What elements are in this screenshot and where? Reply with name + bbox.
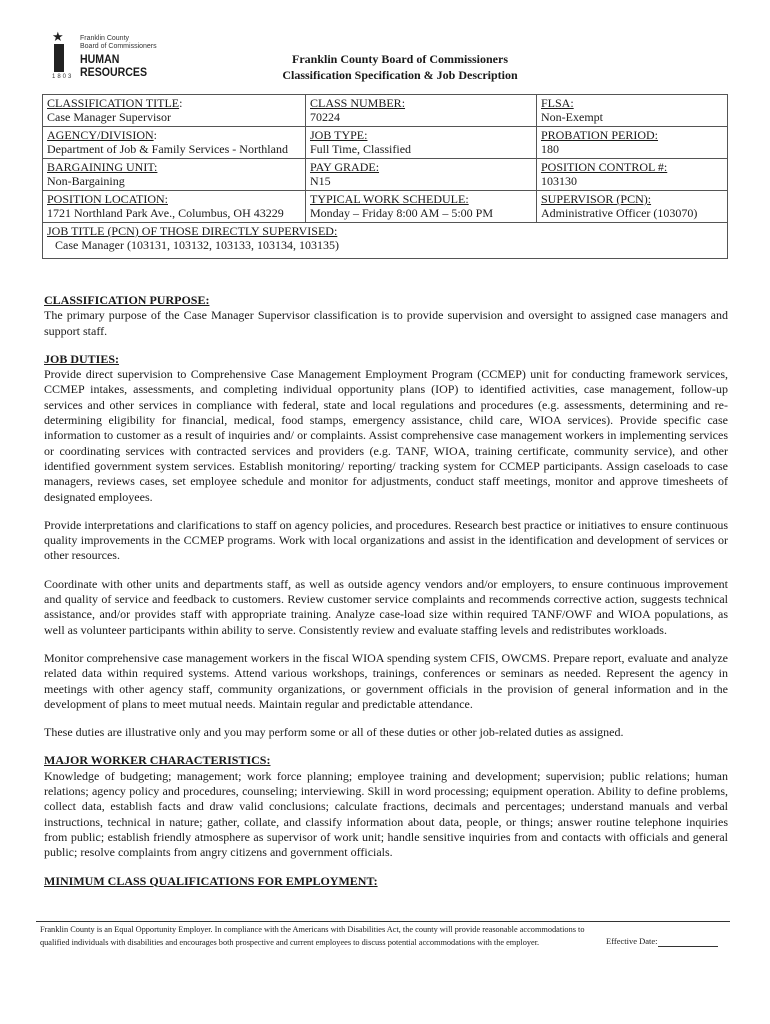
agency-value: Department of Job & Family Services - Northland — [47, 142, 288, 156]
supervised-value: Case Manager (103131, 103132, 103133, 103134, 103135) — [55, 238, 339, 252]
position-location-label: POSITION LOCATION: — [47, 192, 168, 206]
flsa-label: FLSA: — [541, 96, 574, 110]
header-doc-type: Classification Specification & Job Description — [282, 68, 518, 82]
position-control-label: POSITION CONTROL #: — [541, 160, 668, 174]
purpose-title: CLASSIFICATION PURPOSE — [44, 293, 206, 307]
bargaining-label: BARGAINING UNIT: — [47, 160, 158, 174]
characteristics-text: Knowledge of budgeting; management; work force planning; employee training and development; supervision; public relations; human relations; agency policy and procedures, counseling; interviewing. Skill in word processing; equipment operation. Ability to define problems, collect data, establish facts and draw valid conclusions; calculate fractions, decimals and percentages; understand manuals and verbal instructions, technical in nature; gather, collate, and classify information about data, people, or things; answer routine telephone inquiries from public; establish friendly atmosphere as supervisor of work unit; handle sensitive inquiries from and contacts with officials and general public; resolve complaints from angry citizens and government officials. — [44, 768, 728, 860]
class-number-value: 70224 — [310, 110, 340, 124]
footer-eeo-statement: Franklin County is an Equal Opportunity Employer. In compliance with the Americans with Disabilities Act, the county will provide reasonable accommodations to qualified individuals with disabilities and encourages both prospective and current employees to discuss potential accommodations with the employer. — [40, 925, 585, 947]
header-organization: Franklin County Board of Commissioners — [291, 52, 509, 66]
star-icon: ★ — [52, 29, 64, 44]
classification-title-value: Case Manager Supervisor — [47, 110, 171, 124]
probation-cell — [537, 127, 728, 159]
classification-title-cell: CLASSIFICATION TITLE: Case Manager Supervisor — [43, 95, 306, 127]
footer-divider — [36, 921, 730, 922]
characteristics-section: MAJOR WORKER CHARACTERISTICS: Knowledge of budgeting; management; work force planning; employee training and development; supervision; public relations; human relations; agency policy and procedures, counseling; interviewing. Skill in word processing; equipment operation. Ability to define problems, collect data, establish facts and draw valid conclusions; calculate fractions, decimals and percentages; understand manuals and verbal instructions, technical in nature; gather, collate, and classify information about data, people, or things; answer routine telephone inquiries from public; establish friendly atmosphere as supervisor of work unit; handle sensitive inquiries from and contacts with officials and general public; resolve complaints from angry citizens and government officials. — [44, 753, 728, 860]
duties-paragraph-2: Provide interpretations and clarifications to staff on agency policies, and procedures. Research best practice or initiatives to ensure continuous quality improvements in the CCMEP programs. Work with local organizations and assist in the identification and development of services or other resources. — [44, 517, 728, 563]
qualifications-section: MINIMUM CLASS QUALIFICATIONS FOR EMPLOYMENT: — [44, 873, 378, 888]
document-body — [44, 293, 728, 889]
duties-paragraph-3: Coordinate with other units and departments staff, as well as outside agency vendors and/or employers, to ensure continuous improvement and quality of service and feedback to customers. Review customer service complaints and recommends corrective action, suggests technical assistance, and/or provides staff with appropriate training. Analyze case-load size within required TANF/OWF and WIOA populations, as well as volunteer participants within ability to serve. Consistently review and evaluate staffing levels and redistributes workloads. — [44, 576, 728, 637]
position-info-table — [42, 94, 728, 259]
flsa-cell — [537, 95, 728, 127]
duties-paragraph-5: These duties are illustrative only and you may perform some or all of these duties or other job-related duties as assigned. — [44, 725, 624, 740]
class-number-cell — [306, 95, 537, 127]
document-header — [0, 51, 770, 83]
characteristics-title: MAJOR WORKER CHARACTERISTICS — [44, 753, 267, 768]
flsa-value: Non-Exempt — [541, 110, 603, 124]
pay-grade-cell — [306, 159, 537, 191]
classification-title-label: CLASSIFICATION TITLE — [47, 96, 180, 110]
position-control-cell — [537, 159, 728, 191]
agency-cell: AGENCY/DIVISION: Department of Job & Family Services - Northland — [43, 127, 306, 159]
duties-paragraph-4: Monitor comprehensive case management workers in the fiscal WIOA spending system CFIS, OWCMS. Prepare report, evaluate and analyze related data within required systems. Attend various workshops, trainings, conferences or seminars as needed. Represent the agency in meetings with other agency staff, community organizations, or government officials in the provision of general information and in the development of plans to meet mutual needs. Maintain regular and predictable attendance. — [44, 650, 728, 711]
position-location-value: 1721 Northland Park Ave., Columbus, OH 43229 — [47, 206, 284, 220]
work-schedule-cell — [306, 191, 537, 223]
duties-section: JOB DUTIES: Provide direct supervision to Comprehensive Case Management Employment Program (CCMEP) unit for conducting framework services, CCMEP intakes, assessments, and completing individual opportunity plans (IOP) to identified activities, case management, follow-up services and other services in compliance with federal, state and local regulations and procedures (e.g. assessments, determining and re-determining eligibility for financial, medical, food stamps, emergency assistance, child care, WIOA services). Provide specific case information to customer as a result of inquiries and/ or complaints. Assist comprehensive case management workers in implementing services or coordinating services with contracted services and providers (e.g. TANF, WIOA, training certificate, community service), and other identified government system services. Establish monitoring/ reporting/ tracking system for CCMEP participants. Assign caseloads to case managers, reviews cases, set employee schedule and monitor for adjustments, conduct staff meetings, monitor and approve timesheets of designated employees. Provide interpretations and clarifications to staff on agency policies, and procedures. Research best practice or initiatives to ensure continuous quality improvements in the CCMEP programs. Work with local organizations and assist in the identification and development of services or other resources. Coordinate with other units and departments staff, as well as outside agency vendors and/or employers, to ensure continuous improvement and quality of service and feedback to customers. Review customer service complaints and recommends corrective action, suggests technical assistance, and/or provides staff with appropriate training. Analyze case-load size within required TANF/OWF and WIOA populations, as well as volunteer participants within ability to serve. Consistently review and evaluate staffing levels and redistributes workloads. Monitor comprehensive case management workers in the fiscal WIOA spending system CFIS, OWCMS. Prepare report, evaluate and analyze related data within required systems. Attend various workshops, trainings, conferences or seminars as needed. Represent the agency in meetings with other agency staff, community organizations, or government officials in the provision of general information and in the development of plans to meet mutual needs. Maintain regular and predictable attendance. These duties are illustrative only and you may perform some or all of these duties or other job-related duties as assigned. — [44, 351, 728, 740]
purpose-text: The primary purpose of the Case Manager Supervisor classification is to provide supervision and oversight to assigned case managers and support staff. — [44, 308, 728, 338]
agency-label: AGENCY/DIVISION — [47, 128, 154, 142]
work-schedule-value: Monday – Friday 8:00 AM – 5:00 PM — [310, 206, 494, 220]
purpose-section: CLASSIFICATION PURPOSE: The primary purpose of the Case Manager Supervisor classification is to provide supervision and oversight to assigned case managers and support staff. — [44, 293, 728, 338]
probation-label: PROBATION PERIOD: — [541, 128, 659, 142]
duties-paragraph-1: Provide direct supervision to Comprehensive Case Management Employment Program (CCMEP) unit for conducting framework services, CCMEP intakes, assessments, and completing individual opportunity plans (IOP) to identified activities, case management, follow-up services and other services in compliance with federal, state and local regulations and procedures (e.g. assessments, determining and re-determining eligibility for financial, medical, food stamps, emergency assistance, child care, WIOA services). Provide specific case information to customer as a result of inquiries and/ or complaints. Assist comprehensive case management workers in implementing services or coordinating services with contracted services and providers (e.g. TANF, WIOA, training certificate, community service), and other identified government system services. Establish monitoring/ reporting/ tracking system for CCMEP participants. Assign caseloads to case managers, reviews cases, set employee schedule and monitor for adjustments, conduct staff meetings, monitor and approve timesheets of designated employees. — [44, 367, 728, 504]
supervised-label: JOB TITLE (PCN) OF THOSE DIRECTLY SUPERVISED: — [47, 224, 338, 238]
job-type-label: JOB TYPE: — [310, 128, 368, 142]
probation-value: 180 — [541, 142, 559, 156]
logo-board-name: Board of Commissioners — [80, 43, 157, 50]
effective-date — [606, 935, 718, 947]
effective-date-label: Effective Date: — [606, 936, 658, 946]
duties-title: JOB DUTIES — [44, 351, 116, 366]
logo-department: HUMAN RESOURCES — [80, 54, 148, 79]
position-control-value: 103130 — [541, 174, 577, 188]
class-number-label: CLASS NUMBER: — [310, 96, 406, 110]
position-location-cell — [43, 191, 306, 223]
qualifications-title: MINIMUM CLASS QUALIFICATIONS FOR EMPLOYMENT — [44, 873, 374, 888]
bargaining-cell — [43, 159, 306, 191]
logo-year: 1803 — [52, 74, 74, 80]
bargaining-value: Non-Bargaining — [47, 174, 125, 188]
pay-grade-value: N15 — [310, 174, 331, 188]
pay-grade-label: PAY GRADE: — [310, 160, 380, 174]
supervisor-value: Administrative Officer (103070) — [541, 206, 698, 220]
effective-date-blank — [658, 937, 718, 947]
supervised-cell — [43, 223, 728, 259]
supervisor-cell — [537, 191, 728, 223]
supervisor-label: SUPERVISOR (PCN): — [541, 192, 652, 206]
job-type-value: Full Time, Classified — [310, 142, 412, 156]
logo-county-name: Franklin County — [80, 35, 130, 42]
work-schedule-label: TYPICAL WORK SCHEDULE: — [310, 192, 469, 206]
job-type-cell — [306, 127, 537, 159]
